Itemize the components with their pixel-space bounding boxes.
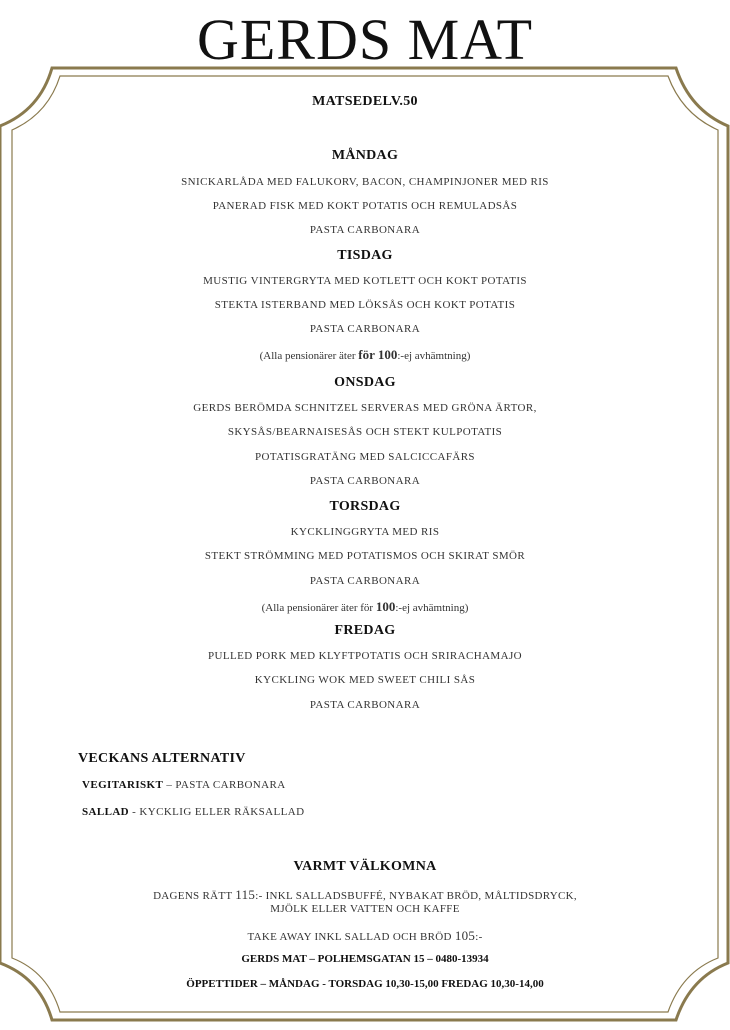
day-heading-tisdag: TISDAG: [337, 248, 393, 263]
takeaway-text: TAKE AWAY INKL SALLAD OCH BRÖD: [247, 931, 455, 943]
menu-item: PASTA CARBONARA: [309, 575, 421, 587]
salad-text: - KYCKLIG ELLER RÄKSALLAD: [129, 806, 305, 818]
menu-item: PULLED PORK MED KLYFTPOTATIS OCH SRIRACHAMAJO: [208, 650, 522, 662]
restaurant-title: GERDS MAT: [196, 7, 534, 72]
opening-hours: ÖPPETTIDER – MÅNDAG - TORSDAG 10,30-15,00 FREDAG 10,30-14,00: [186, 978, 544, 990]
day-heading-mandag: MÅNDAG: [331, 148, 399, 163]
day-heading-fredag: FREDAG: [334, 623, 396, 638]
takeaway-price: 105: [454, 928, 476, 943]
takeaway-info: [0, 928, 730, 944]
daily-dish-text: DAGENS RÄTT: [153, 890, 236, 902]
menu-item: KYCKLING WOK MED SWEET CHILI SÅS: [254, 674, 476, 686]
menu-week-title: MATSEDELV.50: [312, 94, 418, 109]
note-text: (Alla pensionärer äter för: [261, 602, 376, 614]
menu-item: SKYSÅS/BEARNAISESÅS OCH STEKT KULPOTATIS: [227, 426, 503, 438]
address-line: GERDS MAT – POLHEMSGATAN 15 – 0480-13934: [241, 953, 489, 965]
alternatives-heading: VECKANS ALTERNATIV: [78, 751, 246, 766]
menu-item: STEKT STRÖMMING MED POTATISMOS OCH SKIRAT SMÖR: [204, 550, 526, 562]
day-heading-onsdag: ONSDAG: [334, 375, 396, 390]
note-text: :-ej avhämtning): [397, 350, 471, 362]
vegetarian-text: – PASTA CARBONARA: [163, 779, 286, 791]
menu-item: POTATISGRATÄNG MED SALCICCAFÄRS: [255, 451, 475, 463]
menu-item: PASTA CARBONARA: [309, 699, 421, 711]
daily-dish-info-line2: MJÖLK ELLER VATTEN OCH KAFFE: [270, 903, 460, 915]
menu-item: MUSTIG VINTERGRYTA MED KOTLETT OCH KOKT POTATIS: [203, 275, 527, 287]
menu-item: GERDS BERÖMDA SCHNITZEL SERVERAS MED GRÖNA ÄRTOR,: [193, 402, 537, 414]
menu-item: SNICKARLÅDA MED FALUKORV, BACON, CHAMPINJONER MED RIS: [181, 176, 549, 188]
menu-item: PASTA CARBONARA: [309, 323, 421, 335]
vegetarian-label: VEGITARISKT: [82, 779, 164, 791]
day-heading-torsdag: TORSDAG: [329, 499, 401, 514]
menu-item: PANERAD FISK MED KOKT POTATIS OCH REMULADSÅS: [212, 200, 518, 212]
note-text: (Alla pensionärer äter: [259, 350, 359, 362]
menu-item: KYCKLINGGRYTA MED RIS: [290, 526, 440, 538]
daily-dish-info: [0, 887, 730, 903]
note-price: för 100: [358, 347, 398, 362]
welcome-heading: VARMT VÄLKOMNA: [293, 859, 437, 874]
vegetarian-option: [82, 779, 286, 791]
salad-label: SALLAD: [82, 806, 130, 818]
takeaway-text: :-: [475, 931, 483, 943]
menu-item: PASTA CARBONARA: [309, 475, 421, 487]
pensioner-note: [0, 347, 730, 363]
note-price: 100: [375, 599, 396, 614]
salad-option: [82, 806, 304, 818]
daily-dish-text: :- INKL SALLADSBUFFÉ, NYBAKAT BRÖD, MÅLTIDSDRYCK,: [255, 890, 577, 902]
menu-item: PASTA CARBONARA: [309, 224, 421, 236]
pensioner-note: [0, 599, 730, 615]
note-text: :-ej avhämtning): [395, 602, 469, 614]
menu-item: STEKTA ISTERBAND MED LÖKSÅS OCH KOKT POTATIS: [214, 299, 516, 311]
daily-dish-price: 115: [235, 887, 256, 902]
